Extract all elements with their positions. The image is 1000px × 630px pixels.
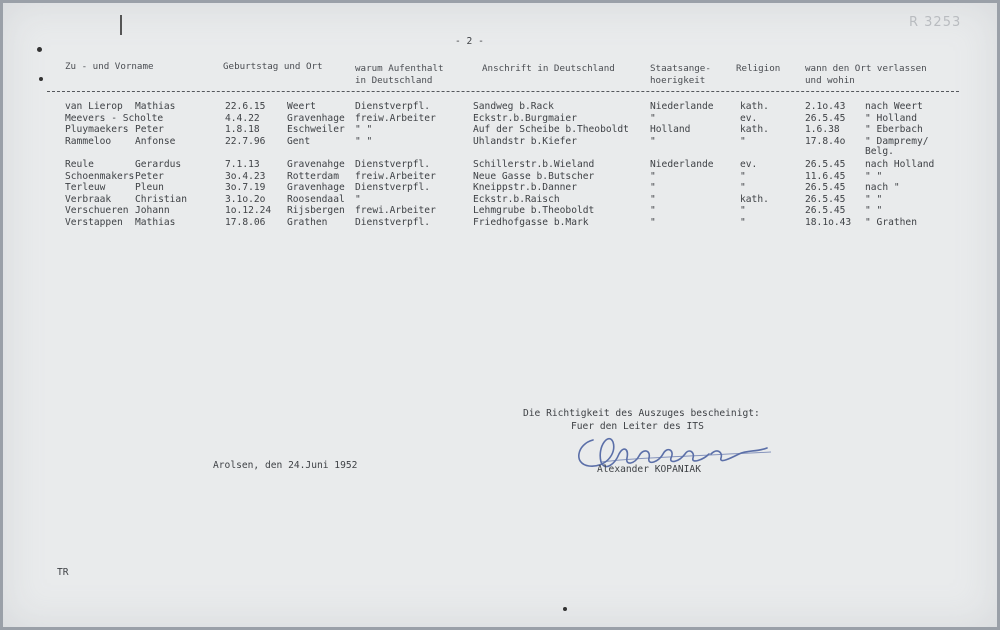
- cell-place: Grathen: [287, 217, 328, 228]
- cell-religion: kath.: [740, 124, 769, 136]
- cell-dob: 3.1o.2o: [225, 193, 266, 205]
- cell-firstname: Johann: [135, 205, 170, 217]
- cell-firstname: Pleun: [135, 182, 164, 194]
- cell-nationality: ": [650, 205, 656, 217]
- header-name: Zu - und Vorname: [65, 61, 154, 72]
- cell-firstname: Peter: [135, 170, 164, 182]
- cell-surname: Verstappen: [65, 217, 123, 228]
- cell-dob: 22.6.15: [225, 101, 266, 112]
- margin-dot: [39, 77, 43, 81]
- cell-nationality: ": [650, 135, 656, 147]
- cell-surname: Meevers - Scholte: [65, 112, 164, 124]
- cell-address: Friedhofgasse b.Mark: [473, 217, 589, 228]
- cell-nationality: ": [650, 182, 656, 194]
- cell-surname: van Lierop: [65, 101, 123, 112]
- cell-firstname: Peter: [135, 124, 164, 136]
- cell-dest: " ": [865, 193, 883, 205]
- cell-nationality: ": [650, 193, 656, 205]
- signatory-name: Alexander KOPANIAK: [597, 464, 701, 475]
- cell-reason: " ": [355, 135, 373, 147]
- cell-religion: ": [740, 217, 746, 228]
- cell-place: Roosendaal: [287, 193, 345, 205]
- cell-dest: Belg.: [865, 146, 894, 158]
- cell-nationality: ": [650, 170, 656, 182]
- cell-address: Neue Gasse b.Butscher: [473, 170, 595, 182]
- cell-address: Uhlandstr b.Kiefer: [473, 135, 577, 147]
- place-and-date: Arolsen, den 24.Juni 1952: [213, 460, 358, 471]
- cell-date-left: 26.5.45: [805, 193, 846, 205]
- certification-line-2: Fuer den Leiter des ITS: [571, 421, 704, 432]
- cell-date-left: 26.5.45: [805, 159, 846, 170]
- cell-dest: " ": [865, 170, 883, 182]
- cell-reason: ": [355, 193, 361, 205]
- cell-religion: ": [740, 182, 746, 194]
- cell-nationality: ": [650, 112, 656, 124]
- cell-place: Rijsbergen: [287, 205, 345, 217]
- certification-line-1: Die Richtigkeit des Auszuges bescheinigt:: [523, 408, 760, 419]
- cell-dob: 4.4.22: [225, 112, 260, 124]
- margin-tick: [120, 15, 122, 35]
- cell-reason: freiw.Arbeiter: [355, 112, 436, 124]
- cell-place: Eschweiler: [287, 124, 345, 136]
- cell-address: Kneippstr.b.Danner: [473, 182, 577, 194]
- cell-date-left: 2.1o.43: [805, 101, 846, 112]
- cell-place: Gravenhage: [287, 112, 345, 124]
- cell-nationality: Niederlande: [650, 159, 714, 170]
- cell-date-left: 11.6.45: [805, 170, 846, 182]
- cell-dob: 17.8.06: [225, 217, 266, 228]
- cell-dob: 1.8.18: [225, 124, 260, 136]
- cell-religion: ": [740, 135, 746, 147]
- cell-surname: Pluymaekers: [65, 124, 129, 136]
- cell-surname: Verschueren: [65, 205, 129, 217]
- typist-initials: TR: [57, 567, 69, 578]
- cell-address: Sandweg b.Rack: [473, 101, 554, 112]
- cell-place: Gravenahge: [287, 159, 345, 170]
- cell-dest: " Eberbach: [865, 124, 923, 136]
- cell-religion: ": [740, 205, 746, 217]
- cell-dob: 3o.7.19: [225, 182, 266, 194]
- cell-religion: kath.: [740, 101, 769, 112]
- cell-dest: " ": [865, 205, 883, 217]
- cell-date-left: 1.6.38: [805, 124, 840, 136]
- cell-religion: ev.: [740, 159, 758, 170]
- cell-religion: kath.: [740, 193, 769, 205]
- cell-place: Weert: [287, 101, 316, 112]
- cell-dest: " Grathen: [865, 217, 917, 228]
- cell-dob: 3o.4.23: [225, 170, 266, 182]
- header-nationality-2: hoerigkeit: [650, 75, 706, 86]
- header-left-2: und wohin: [805, 75, 855, 86]
- header-birth: Geburtstag und Ort: [223, 61, 323, 72]
- header-address: Anschrift in Deutschland: [482, 63, 615, 74]
- cell-dest: nach Holland: [865, 159, 935, 170]
- cell-surname: Reule: [65, 159, 94, 170]
- archive-pencil-mark: R 3253: [909, 15, 962, 30]
- cell-dob: 7.1.13: [225, 159, 260, 170]
- cell-dob: 22.7.96: [225, 135, 266, 147]
- header-rule: [47, 91, 959, 92]
- bottom-mark: [563, 607, 567, 611]
- cell-nationality: Niederlande: [650, 101, 714, 112]
- cell-address: Eckstr.b.Burgmaier: [473, 112, 577, 124]
- cell-surname: Verbraak: [65, 193, 112, 205]
- cell-reason: Dienstverpfl.: [355, 182, 431, 194]
- punch-mark: [37, 47, 42, 52]
- cell-address: Lehmgrube b.Theoboldt: [473, 205, 595, 217]
- cell-firstname: Anfonse: [135, 135, 176, 147]
- cell-religion: ev.: [740, 112, 758, 124]
- cell-nationality: Holland: [650, 124, 691, 136]
- cell-date-left: 26.5.45: [805, 205, 846, 217]
- header-left-1: wann den Ort verlassen: [805, 63, 927, 74]
- cell-reason: frewi.Arbeiter: [355, 205, 436, 217]
- cell-dest: nach Weert: [865, 101, 923, 112]
- cell-firstname: Gerardus: [135, 159, 182, 170]
- cell-reason: freiw.Arbeiter: [355, 170, 436, 182]
- cell-surname: Terleuw: [65, 182, 106, 194]
- header-reason-1: warum Aufenthalt: [355, 63, 444, 74]
- cell-dest: nach ": [865, 182, 900, 194]
- document-page: [3, 3, 997, 627]
- cell-reason: Dienstverpfl.: [355, 101, 431, 112]
- cell-surname: Schoenmakers: [65, 170, 135, 182]
- cell-dest: " Holland: [865, 112, 917, 124]
- cell-place: Gent: [287, 135, 311, 147]
- cell-reason: " ": [355, 124, 373, 136]
- cell-address: Auf der Scheibe b.Theoboldt: [473, 124, 629, 136]
- header-religion: Religion: [736, 63, 781, 74]
- cell-nationality: ": [650, 217, 656, 228]
- cell-address: Eckstr.b.Raisch: [473, 193, 560, 205]
- cell-place: Rotterdam: [287, 170, 339, 182]
- cell-surname: Rammeloo: [65, 135, 112, 147]
- cell-date-left: 26.5.45: [805, 182, 846, 194]
- cell-firstname: Mathias: [135, 217, 176, 228]
- cell-reason: Dienstverpfl.: [355, 217, 431, 228]
- cell-dob: 1o.12.24: [225, 205, 272, 217]
- cell-date-left: 26.5.45: [805, 112, 846, 124]
- page-number: - 2 -: [455, 36, 484, 47]
- cell-address: Schillerstr.b.Wieland: [473, 159, 595, 170]
- cell-firstname: Christian: [135, 193, 187, 205]
- header-nationality-1: Staatsange-: [650, 63, 711, 74]
- header-reason-2: in Deutschland: [355, 75, 433, 86]
- cell-religion: ": [740, 170, 746, 182]
- cell-date-left: 17.8.4o: [805, 135, 846, 147]
- cell-date-left: 18.1o.43: [805, 217, 852, 228]
- cell-dest: " Dampremy/: [865, 135, 929, 147]
- cell-reason: Dienstverpfl.: [355, 159, 431, 170]
- cell-place: Gravenhage: [287, 182, 345, 194]
- cell-firstname: Mathias: [135, 101, 176, 112]
